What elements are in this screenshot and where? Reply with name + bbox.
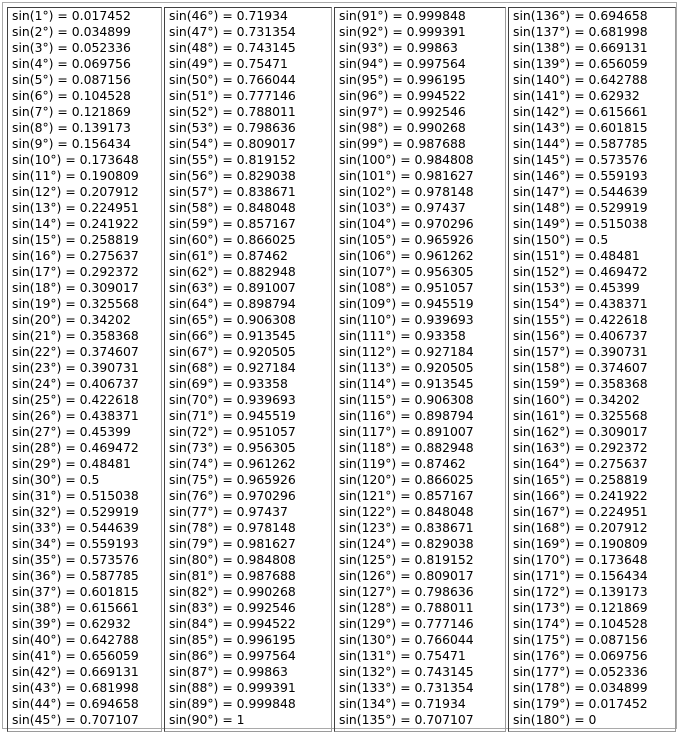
table-cell: sin(152°) = 0.469472 bbox=[513, 264, 648, 279]
table-cell: sin(120°) = 0.866025 bbox=[339, 472, 474, 487]
table-cell: sin(5°) = 0.087156 bbox=[12, 72, 131, 87]
table-cell: sin(84°) = 0.994522 bbox=[169, 616, 296, 631]
table-cell: sin(106°) = 0.961262 bbox=[339, 248, 474, 263]
table-cell: sin(51°) = 0.777146 bbox=[169, 88, 296, 103]
table-cell: sin(99°) = 0.987688 bbox=[339, 136, 466, 151]
table-cell: sin(87°) = 0.99863 bbox=[169, 664, 288, 679]
table-cell: sin(180°) = 0 bbox=[513, 712, 597, 727]
table-cell: sin(14°) = 0.241922 bbox=[12, 216, 139, 231]
table-cell: sin(165°) = 0.258819 bbox=[513, 472, 648, 487]
column-list bbox=[335, 8, 505, 728]
table-cell: sin(13°) = 0.224951 bbox=[12, 200, 139, 215]
table-cell: sin(128°) = 0.788011 bbox=[339, 600, 474, 615]
table-cell: sin(93°) = 0.99863 bbox=[339, 40, 458, 55]
table-cell: sin(123°) = 0.838671 bbox=[339, 520, 474, 535]
table-cell: sin(131°) = 0.75471 bbox=[339, 648, 466, 663]
table-cell: sin(108°) = 0.951057 bbox=[339, 280, 474, 295]
table-cell: sin(127°) = 0.798636 bbox=[339, 584, 474, 599]
table-cell: sin(57°) = 0.838671 bbox=[169, 184, 296, 199]
table-cell: sin(83°) = 0.992546 bbox=[169, 600, 296, 615]
table-cell: sin(115°) = 0.906308 bbox=[339, 392, 474, 407]
table-cell: sin(58°) = 0.848048 bbox=[169, 200, 296, 215]
table-cell: sin(179°) = 0.017452 bbox=[513, 696, 648, 711]
table-cell: sin(88°) = 0.999391 bbox=[169, 680, 296, 695]
column-list bbox=[165, 8, 331, 728]
table-cell: sin(22°) = 0.374607 bbox=[12, 344, 139, 359]
table-cell: sin(95°) = 0.996195 bbox=[339, 72, 466, 87]
table-cell: sin(77°) = 0.97437 bbox=[169, 504, 288, 519]
table-cell: sin(53°) = 0.798636 bbox=[169, 120, 296, 135]
table-cell: sin(151°) = 0.48481 bbox=[513, 248, 640, 263]
table-cell: sin(32°) = 0.529919 bbox=[12, 504, 139, 519]
table-cell: sin(129°) = 0.777146 bbox=[339, 616, 474, 631]
table-cell: sin(94°) = 0.997564 bbox=[339, 56, 466, 71]
table-cell: sin(26°) = 0.438371 bbox=[12, 408, 139, 423]
table-cell: sin(38°) = 0.615661 bbox=[12, 600, 139, 615]
table-cell: sin(160°) = 0.34202 bbox=[513, 392, 640, 407]
table-cell: sin(56°) = 0.829038 bbox=[169, 168, 296, 183]
table-cell: sin(149°) = 0.515038 bbox=[513, 216, 648, 231]
table-cell: sin(62°) = 0.882948 bbox=[169, 264, 296, 279]
table-cell: sin(43°) = 0.681998 bbox=[12, 680, 139, 695]
table-cell: sin(2°) = 0.034899 bbox=[12, 24, 131, 39]
table-cell: sin(173°) = 0.121869 bbox=[513, 600, 648, 615]
table-cell: sin(150°) = 0.5 bbox=[513, 232, 609, 247]
table-cell: sin(178°) = 0.034899 bbox=[513, 680, 648, 695]
table-cell: sin(46°) = 0.71934 bbox=[169, 8, 288, 23]
table-cell: sin(105°) = 0.965926 bbox=[339, 232, 474, 247]
table-cell: sin(85°) = 0.996195 bbox=[169, 632, 296, 647]
table-cell: sin(12°) = 0.207912 bbox=[12, 184, 139, 199]
table-cell: sin(121°) = 0.857167 bbox=[339, 488, 474, 503]
sine-table bbox=[2, 2, 677, 729]
table-cell: sin(101°) = 0.981627 bbox=[339, 168, 474, 183]
table-cell: sin(89°) = 0.999848 bbox=[169, 696, 296, 711]
table-cell: sin(103°) = 0.97437 bbox=[339, 200, 466, 215]
table-cell: sin(42°) = 0.669131 bbox=[12, 664, 139, 679]
table-cell: sin(159°) = 0.358368 bbox=[513, 376, 648, 391]
table-cell: sin(171°) = 0.156434 bbox=[513, 568, 648, 583]
table-cell: sin(55°) = 0.819152 bbox=[169, 152, 296, 167]
table-cell: sin(78°) = 0.978148 bbox=[169, 520, 296, 535]
table-cell: sin(35°) = 0.573576 bbox=[12, 552, 139, 567]
table-cell: sin(146°) = 0.559193 bbox=[513, 168, 648, 183]
table-cell: sin(125°) = 0.819152 bbox=[339, 552, 474, 567]
table-cell: sin(74°) = 0.961262 bbox=[169, 456, 296, 471]
table-cell: sin(86°) = 0.997564 bbox=[169, 648, 296, 663]
table-cell: sin(175°) = 0.087156 bbox=[513, 632, 648, 647]
table-cell: sin(28°) = 0.469472 bbox=[12, 440, 139, 455]
table-cell: sin(25°) = 0.422618 bbox=[12, 392, 139, 407]
table-cell: sin(135°) = 0.707107 bbox=[339, 712, 474, 727]
table-cell: sin(98°) = 0.990268 bbox=[339, 120, 466, 135]
table-cell: sin(48°) = 0.743145 bbox=[169, 40, 296, 55]
table-cell: sin(37°) = 0.601815 bbox=[12, 584, 139, 599]
table-cell: sin(6°) = 0.104528 bbox=[12, 88, 131, 103]
table-cell: sin(119°) = 0.87462 bbox=[339, 456, 466, 471]
table-cell: sin(76°) = 0.970296 bbox=[169, 488, 296, 503]
table-cell: sin(20°) = 0.34202 bbox=[12, 312, 131, 327]
table-cell: sin(136°) = 0.694658 bbox=[513, 8, 648, 23]
table-cell: sin(92°) = 0.999391 bbox=[339, 24, 466, 39]
table-cell: sin(124°) = 0.829038 bbox=[339, 536, 474, 551]
table-cell: sin(61°) = 0.87462 bbox=[169, 248, 288, 263]
table-cell: sin(111°) = 0.93358 bbox=[339, 328, 466, 343]
table-cell: sin(126°) = 0.809017 bbox=[339, 568, 474, 583]
table-cell: sin(44°) = 0.694658 bbox=[12, 696, 139, 711]
table-column-2 bbox=[164, 7, 332, 732]
table-cell: sin(72°) = 0.951057 bbox=[169, 424, 296, 439]
table-cell: sin(139°) = 0.656059 bbox=[513, 56, 648, 71]
table-cell: sin(4°) = 0.069756 bbox=[12, 56, 131, 71]
table-cell: sin(18°) = 0.309017 bbox=[12, 280, 139, 295]
table-cell: sin(177°) = 0.052336 bbox=[513, 664, 648, 679]
table-cell: sin(36°) = 0.587785 bbox=[12, 568, 139, 583]
table-cell: sin(156°) = 0.406737 bbox=[513, 328, 648, 343]
table-cell: sin(70°) = 0.939693 bbox=[169, 392, 296, 407]
table-cell: sin(168°) = 0.207912 bbox=[513, 520, 648, 535]
table-cell: sin(96°) = 0.994522 bbox=[339, 88, 466, 103]
table-cell: sin(19°) = 0.325568 bbox=[12, 296, 139, 311]
table-cell: sin(90°) = 1 bbox=[169, 712, 245, 727]
table-cell: sin(130°) = 0.766044 bbox=[339, 632, 474, 647]
table-cell: sin(7°) = 0.121869 bbox=[12, 104, 131, 119]
table-cell: sin(79°) = 0.981627 bbox=[169, 536, 296, 551]
table-cell: sin(67°) = 0.920505 bbox=[169, 344, 296, 359]
table-cell: sin(11°) = 0.190809 bbox=[12, 168, 139, 183]
table-cell: sin(113°) = 0.920505 bbox=[339, 360, 474, 375]
table-cell: sin(137°) = 0.681998 bbox=[513, 24, 648, 39]
table-cell: sin(82°) = 0.990268 bbox=[169, 584, 296, 599]
table-cell: sin(21°) = 0.358368 bbox=[12, 328, 139, 343]
table-cell: sin(24°) = 0.406737 bbox=[12, 376, 139, 391]
table-cell: sin(133°) = 0.731354 bbox=[339, 680, 474, 695]
table-cell: sin(39°) = 0.62932 bbox=[12, 616, 131, 631]
table-cell: sin(40°) = 0.642788 bbox=[12, 632, 139, 647]
table-cell: sin(153°) = 0.45399 bbox=[513, 280, 640, 295]
table-cell: sin(172°) = 0.139173 bbox=[513, 584, 648, 599]
table-cell: sin(41°) = 0.656059 bbox=[12, 648, 139, 663]
table-cell: sin(158°) = 0.374607 bbox=[513, 360, 648, 375]
table-cell: sin(3°) = 0.052336 bbox=[12, 40, 131, 55]
table-cell: sin(1°) = 0.017452 bbox=[12, 8, 131, 23]
table-cell: sin(31°) = 0.515038 bbox=[12, 488, 139, 503]
table-cell: sin(80°) = 0.984808 bbox=[169, 552, 296, 567]
table-cell: sin(155°) = 0.422618 bbox=[513, 312, 648, 327]
column-list bbox=[509, 8, 675, 728]
table-cell: sin(29°) = 0.48481 bbox=[12, 456, 131, 471]
table-cell: sin(8°) = 0.139173 bbox=[12, 120, 131, 135]
table-cell: sin(75°) = 0.965926 bbox=[169, 472, 296, 487]
table-cell: sin(154°) = 0.438371 bbox=[513, 296, 648, 311]
table-cell: sin(141°) = 0.62932 bbox=[513, 88, 640, 103]
table-cell: sin(81°) = 0.987688 bbox=[169, 568, 296, 583]
table-cell: sin(91°) = 0.999848 bbox=[339, 8, 466, 23]
table-cell: sin(109°) = 0.945519 bbox=[339, 296, 474, 311]
table-cell: sin(30°) = 0.5 bbox=[12, 472, 100, 487]
table-cell: sin(110°) = 0.939693 bbox=[339, 312, 474, 327]
table-column-3 bbox=[334, 7, 506, 732]
table-cell: sin(9°) = 0.156434 bbox=[12, 136, 131, 151]
table-cell: sin(161°) = 0.325568 bbox=[513, 408, 648, 423]
table-cell: sin(104°) = 0.970296 bbox=[339, 216, 474, 231]
table-cell: sin(100°) = 0.984808 bbox=[339, 152, 474, 167]
table-cell: sin(59°) = 0.857167 bbox=[169, 216, 296, 231]
table-cell: sin(148°) = 0.529919 bbox=[513, 200, 648, 215]
table-cell: sin(66°) = 0.913545 bbox=[169, 328, 296, 343]
table-cell: sin(144°) = 0.587785 bbox=[513, 136, 648, 151]
table-cell: sin(60°) = 0.866025 bbox=[169, 232, 296, 247]
table-cell: sin(97°) = 0.992546 bbox=[339, 104, 466, 119]
table-cell: sin(63°) = 0.891007 bbox=[169, 280, 296, 295]
table-cell: sin(166°) = 0.241922 bbox=[513, 488, 648, 503]
table-cell: sin(163°) = 0.292372 bbox=[513, 440, 648, 455]
table-cell: sin(170°) = 0.173648 bbox=[513, 552, 648, 567]
table-cell: sin(45°) = 0.707107 bbox=[12, 712, 139, 727]
column-list bbox=[8, 8, 161, 728]
table-cell: sin(49°) = 0.75471 bbox=[169, 56, 288, 71]
table-cell: sin(27°) = 0.45399 bbox=[12, 424, 131, 439]
table-cell: sin(162°) = 0.309017 bbox=[513, 424, 648, 439]
table-cell: sin(73°) = 0.956305 bbox=[169, 440, 296, 455]
table-cell: sin(47°) = 0.731354 bbox=[169, 24, 296, 39]
table-cell: sin(147°) = 0.544639 bbox=[513, 184, 648, 199]
table-cell: sin(140°) = 0.642788 bbox=[513, 72, 648, 87]
table-cell: sin(112°) = 0.927184 bbox=[339, 344, 474, 359]
table-cell: sin(143°) = 0.601815 bbox=[513, 120, 648, 135]
table-cell: sin(15°) = 0.258819 bbox=[12, 232, 139, 247]
table-cell: sin(157°) = 0.390731 bbox=[513, 344, 648, 359]
table-column-1 bbox=[7, 7, 162, 732]
table-cell: sin(54°) = 0.809017 bbox=[169, 136, 296, 151]
table-cell: sin(102°) = 0.978148 bbox=[339, 184, 474, 199]
table-cell: sin(50°) = 0.766044 bbox=[169, 72, 296, 87]
table-cell: sin(64°) = 0.898794 bbox=[169, 296, 296, 311]
table-cell: sin(134°) = 0.71934 bbox=[339, 696, 466, 711]
table-cell: sin(65°) = 0.906308 bbox=[169, 312, 296, 327]
table-cell: sin(164°) = 0.275637 bbox=[513, 456, 648, 471]
table-cell: sin(68°) = 0.927184 bbox=[169, 360, 296, 375]
table-cell: sin(17°) = 0.292372 bbox=[12, 264, 139, 279]
table-cell: sin(132°) = 0.743145 bbox=[339, 664, 474, 679]
table-cell: sin(69°) = 0.93358 bbox=[169, 376, 288, 391]
table-cell: sin(107°) = 0.956305 bbox=[339, 264, 474, 279]
table-column-4 bbox=[508, 7, 676, 732]
table-cell: sin(71°) = 0.945519 bbox=[169, 408, 296, 423]
table-cell: sin(52°) = 0.788011 bbox=[169, 104, 296, 119]
table-cell: sin(176°) = 0.069756 bbox=[513, 648, 648, 663]
table-cell: sin(116°) = 0.898794 bbox=[339, 408, 474, 423]
table-cell: sin(34°) = 0.559193 bbox=[12, 536, 139, 551]
table-cell: sin(174°) = 0.104528 bbox=[513, 616, 648, 631]
table-cell: sin(169°) = 0.190809 bbox=[513, 536, 648, 551]
table-cell: sin(23°) = 0.390731 bbox=[12, 360, 139, 375]
table-cell: sin(145°) = 0.573576 bbox=[513, 152, 648, 167]
table-cell: sin(167°) = 0.224951 bbox=[513, 504, 648, 519]
table-cell: sin(117°) = 0.891007 bbox=[339, 424, 474, 439]
table-cell: sin(118°) = 0.882948 bbox=[339, 440, 474, 455]
table-cell: sin(16°) = 0.275637 bbox=[12, 248, 139, 263]
table-cell: sin(10°) = 0.173648 bbox=[12, 152, 139, 167]
table-cell: sin(138°) = 0.669131 bbox=[513, 40, 648, 55]
table-cell: sin(142°) = 0.615661 bbox=[513, 104, 648, 119]
table-cell: sin(33°) = 0.544639 bbox=[12, 520, 139, 535]
table-cell: sin(122°) = 0.848048 bbox=[339, 504, 474, 519]
table-cell: sin(114°) = 0.913545 bbox=[339, 376, 474, 391]
